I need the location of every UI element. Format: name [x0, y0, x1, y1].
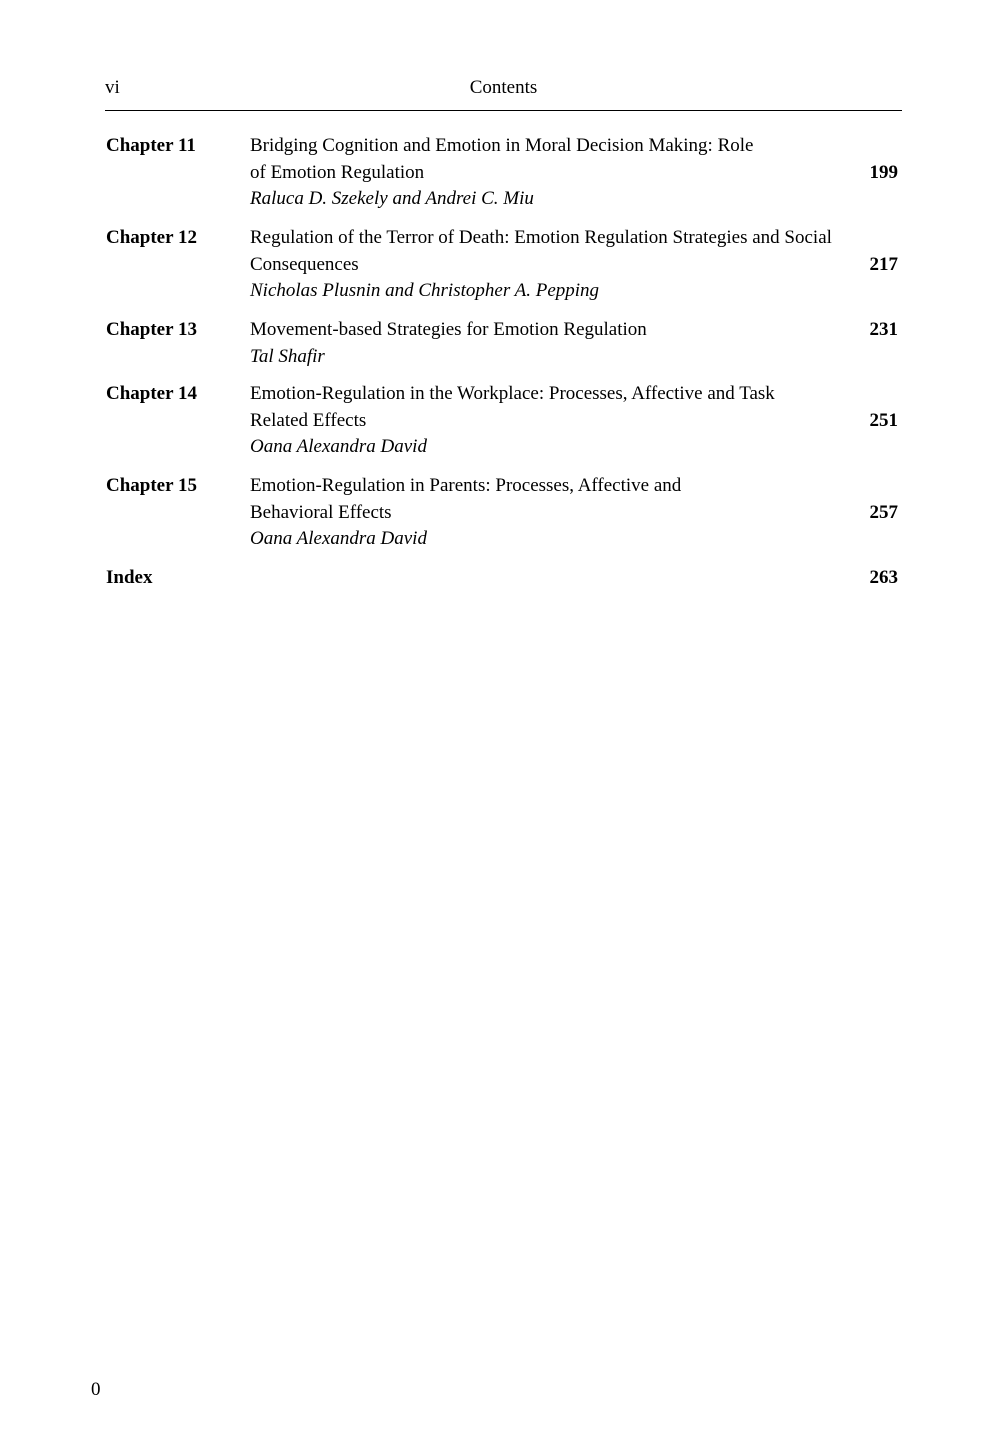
entry-body [250, 381, 800, 461]
entry-body [250, 473, 750, 553]
index-label: Index [106, 567, 153, 588]
chapter-label: Chapter 12 [106, 227, 197, 248]
chapter-title: Bridging Cognition and Emotion in Moral Decision Making: Role of Emotion Regulation [250, 135, 754, 183]
entry-body [250, 225, 860, 305]
toc-entry-chapter-15[interactable] [106, 473, 900, 565]
chapter-author: Oana Alexandra David [250, 436, 427, 457]
chapter-title: Regulation of the Terror of Death: Emotion Regulation Strategies and Social Consequences [250, 227, 832, 275]
running-head: Contents [469, 77, 538, 98]
page-number-roman: vi [105, 77, 120, 98]
chapter-page-number: 231 [869, 319, 898, 340]
chapter-page-number: 257 [869, 501, 898, 523]
chapter-title: Emotion-Regulation in the Workplace: Processes, Affective and Task Related Effects [250, 383, 775, 431]
chapter-author: Raluca D. Szekely and Andrei C. Miu [250, 188, 534, 209]
chapter-label: Chapter 13 [106, 319, 197, 340]
chapter-label: Chapter 15 [106, 475, 197, 496]
chapter-title: Movement-based Strategies for Emotion Regulation [250, 319, 647, 340]
index-page-number: 263 [869, 567, 898, 588]
chapter-page-number: 199 [869, 161, 898, 183]
toc-entry-chapter-12[interactable] [106, 225, 900, 317]
toc-entry-chapter-14[interactable] [106, 381, 900, 473]
chapter-page-number: 217 [869, 253, 898, 275]
entry-body [250, 133, 840, 213]
toc-entry-chapter-11[interactable] [106, 133, 900, 225]
toc-entry-index[interactable] [106, 565, 900, 595]
page-header [105, 76, 902, 111]
chapter-page-number: 251 [869, 409, 898, 431]
chapter-label: Chapter 14 [106, 383, 197, 404]
entry-body [250, 317, 840, 370]
chapter-author: Oana Alexandra David [250, 528, 427, 549]
table-of-contents [106, 133, 900, 595]
chapter-label: Chapter 11 [106, 135, 196, 156]
footer-number: 0 [91, 1379, 101, 1400]
chapter-author: Tal Shafir [250, 345, 325, 367]
chapter-title: Emotion-Regulation in Parents: Processes, Affective and Behavioral Effects [250, 475, 682, 523]
toc-entry-chapter-13[interactable] [106, 317, 900, 381]
chapter-author: Nicholas Plusnin and Christopher A. Pepping [250, 280, 600, 301]
